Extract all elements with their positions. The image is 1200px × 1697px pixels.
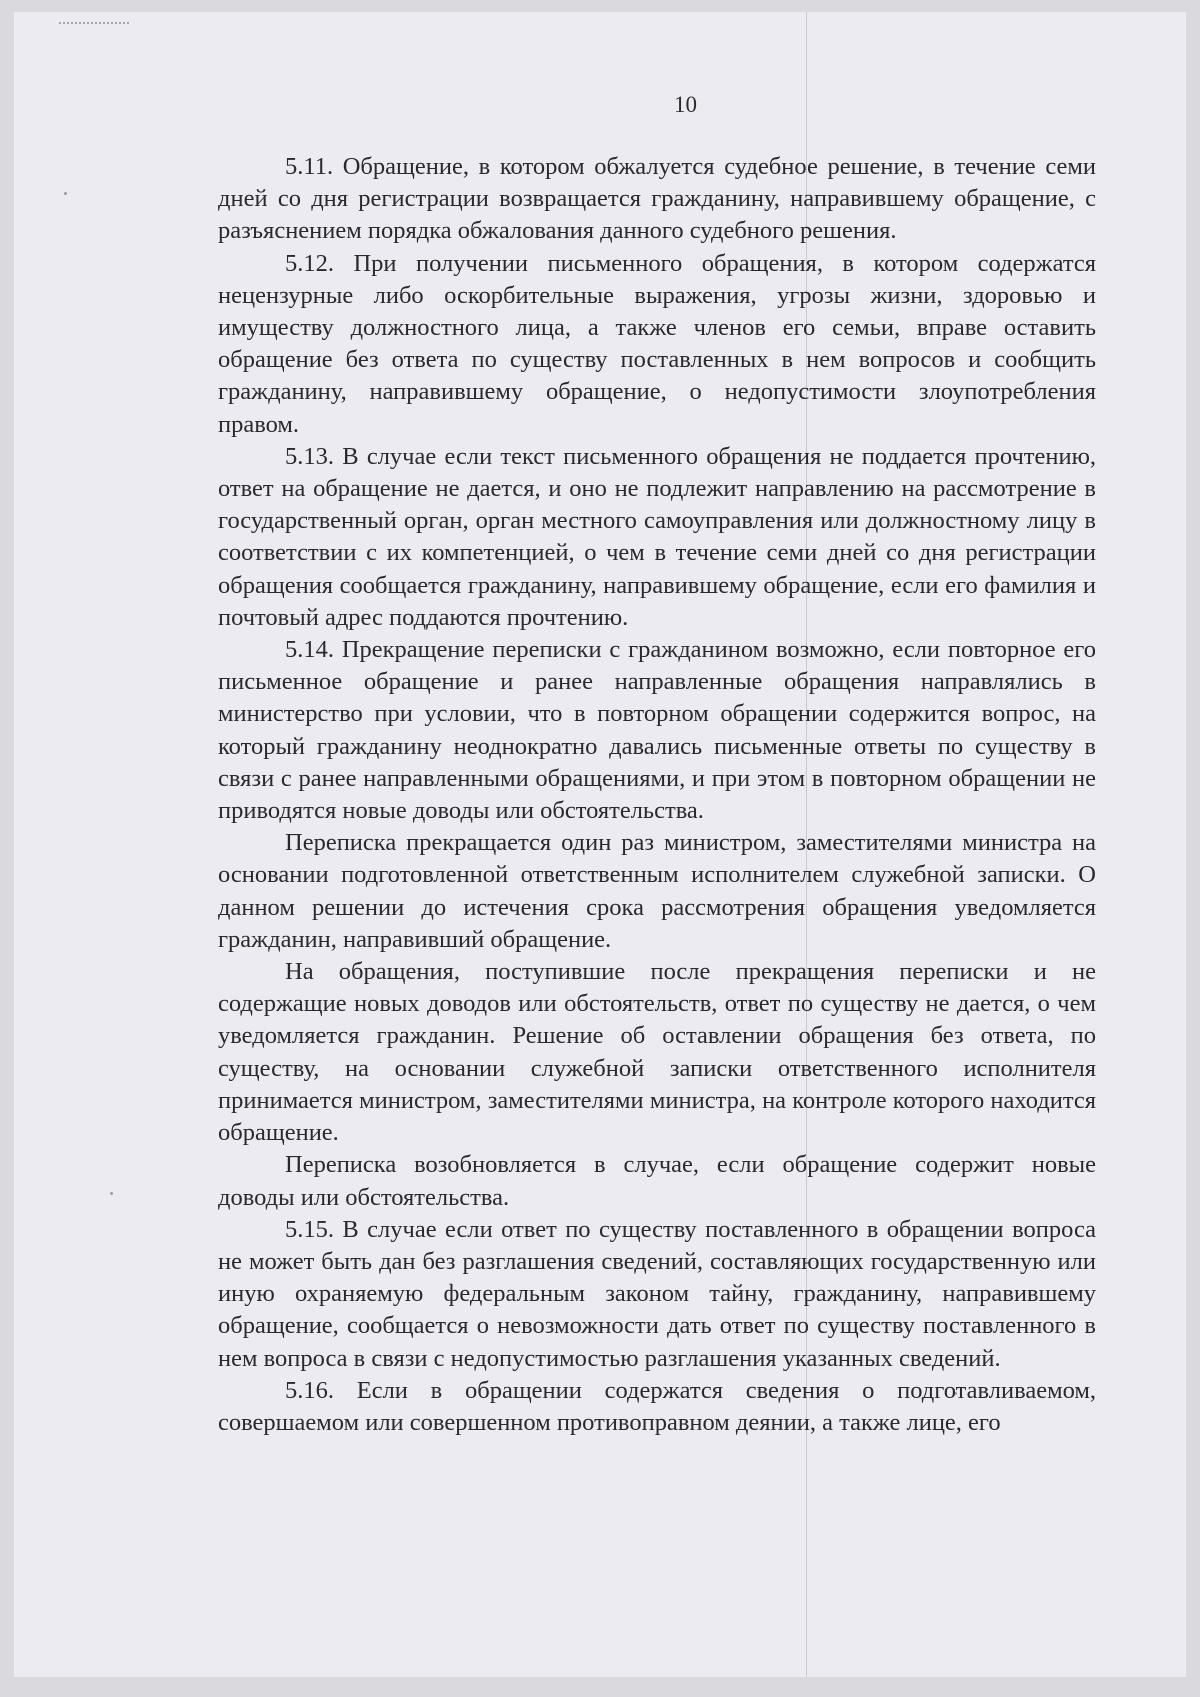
page-number: 10	[674, 92, 697, 117]
paragraph-5-11: 5.11. Обращение, в котором обжалуется судебное решение, в течение семи дней со дня регистрации возвращается гражданину, направившему обращение, с разъяснением порядка обжалования данного судебного решения.	[218, 153, 1096, 245]
paragraph-resumption: Переписка возобновляется в случае, если обращение содержит новые доводы или обстоятельства.	[218, 1151, 1096, 1211]
scan-corner-mark	[59, 22, 129, 28]
scanned-page	[14, 12, 1186, 1677]
document-body	[218, 151, 1096, 1439]
paragraph-5-12: 5.12. При получении письменного обращения, в котором содержатся нецензурные либо оскорбительные выражения, угрозы жизни, здоровью и имуществу должностного лица, а также членов его семьи, вправе оставить обращение без ответа по существу поставленных в нем вопросов и сообщить гражданину, направившему обращение, о недопустимости злоупотребления правом.	[218, 249, 1096, 438]
paragraph-5-16: 5.16. Если в обращении содержатся сведения о подготавливаемом, совершаемом или совершенном противоправном деянии, а также лице, его	[218, 1376, 1096, 1436]
paragraph-5-14: 5.14. Прекращение переписки с гражданином возможно, если повторное его письменное обращение и ранее направленные обращения направлялись в министерство при условии, что в повторном обращении содержится вопрос, на который гражданину неоднократно давались письменные ответы по существу в связи с ранее направленными обращениями, и при этом в повторном обращении не приводятся новые доводы или обстоятельства.	[218, 636, 1096, 825]
scan-speck	[64, 192, 67, 195]
scan-speck	[110, 1192, 113, 1195]
paragraph-5-13: 5.13. В случае если текст письменного обращения не поддается прочтению, ответ на обращение не дается, и оно не подлежит направлению на рассмотрение в государственный орган, орган местного самоуправления или должностному лицу в соответствии с их компетенцией, о чем в течение семи дней со дня регистрации обращения сообщается гражданину, направившему обращение, если его фамилия и почтовый адрес поддаются прочтению.	[218, 442, 1096, 631]
paragraph-5-15: 5.15. В случае если ответ по существу поставленного в обращении вопроса не может быть дан без разглашения сведений, составляющих государственную или иную охраняемую федеральным законом тайну, гражданину, направившему обращение, сообщается о невозможности дать ответ по существу поставленного в нем вопроса в связи с недопустимостью разглашения указанных сведений.	[218, 1215, 1096, 1372]
paragraph-after-termination: На обращения, поступившие после прекращения переписки и не содержащие новых доводов или обстоятельств, ответ по существу не дается, о чем уведомляется гражданин. Решение об оставлении обращения без ответа, по существу, на основании служебной записки ответственного исполнителя принимается министром, заместителями министра, на контроле которого находится обращение.	[218, 958, 1096, 1147]
paragraph-termination: Переписка прекращается один раз министром, заместителями министра на основании подготовленной ответственным исполнителем служебной записки. О данном решении до истечения срока рассмотрения обращения уведомляется гражданин, направивший обращение.	[218, 829, 1096, 953]
